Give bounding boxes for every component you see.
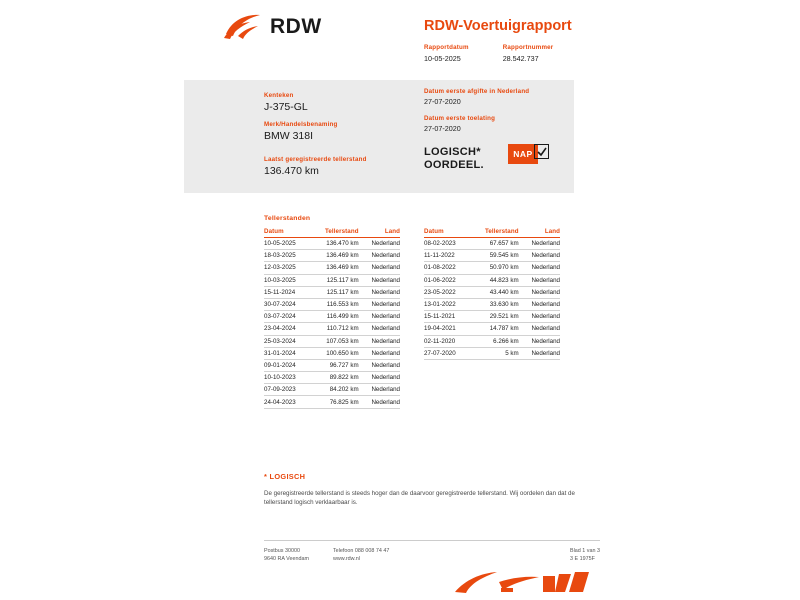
cell-datum: 19-04-2021 bbox=[424, 323, 470, 335]
footer-address-line-2: 9640 RA Veendam bbox=[264, 556, 309, 562]
meta-rapportdatum bbox=[424, 44, 469, 63]
rdw-footer-graphic-icon bbox=[455, 570, 595, 594]
cell-tellerstand: 89.822 km bbox=[310, 372, 359, 384]
footer-pagination bbox=[570, 547, 600, 563]
cell-tellerstand: 50.970 km bbox=[470, 262, 519, 274]
table-row bbox=[264, 274, 400, 286]
cell-land: Nederland bbox=[359, 262, 400, 274]
cell-datum: 31-01-2024 bbox=[264, 347, 310, 359]
table-row bbox=[424, 286, 560, 298]
cell-land: Nederland bbox=[359, 384, 400, 396]
table-row bbox=[264, 262, 400, 274]
cell-tellerstand: 59.545 km bbox=[470, 250, 519, 262]
cell-land: Nederland bbox=[359, 396, 400, 408]
tellerstanden-table-right bbox=[424, 228, 560, 360]
cell-tellerstand: 136.469 km bbox=[310, 250, 359, 262]
cell-datum: 08-02-2023 bbox=[424, 238, 470, 250]
cell-land: Nederland bbox=[519, 347, 560, 359]
table-row bbox=[264, 335, 400, 347]
cell-tellerstand: 136.470 km bbox=[310, 238, 359, 250]
cell-datum: 23-05-2022 bbox=[424, 286, 470, 298]
cell-tellerstand: 100.650 km bbox=[310, 347, 359, 359]
cell-land: Nederland bbox=[359, 238, 400, 250]
table-row bbox=[424, 311, 560, 323]
cell-datum: 30-07-2024 bbox=[264, 298, 310, 310]
section-title-tellerstanden: Tellerstanden bbox=[264, 215, 311, 222]
cell-tellerstand: 125.117 km bbox=[310, 286, 359, 298]
table-row bbox=[264, 384, 400, 396]
table-row bbox=[424, 335, 560, 347]
cell-tellerstand: 136.469 km bbox=[310, 262, 359, 274]
table-row bbox=[264, 298, 400, 310]
table-row bbox=[264, 347, 400, 359]
cell-datum: 12-03-2025 bbox=[264, 262, 310, 274]
table-row bbox=[264, 238, 400, 250]
table-row bbox=[264, 323, 400, 335]
cell-land: Nederland bbox=[519, 286, 560, 298]
cell-land: Nederland bbox=[519, 274, 560, 286]
meta-rapportdatum-label: Rapportdatum bbox=[424, 44, 469, 51]
cell-land: Nederland bbox=[359, 298, 400, 310]
eerste-afgifte-value: 27-07-2020 bbox=[424, 97, 461, 106]
cell-tellerstand: 116.553 km bbox=[310, 298, 359, 310]
kenteken-label: Kenteken bbox=[264, 92, 294, 99]
rdw-swoosh-logo-icon bbox=[224, 14, 262, 40]
cell-land: Nederland bbox=[359, 274, 400, 286]
cell-tellerstand: 110.712 km bbox=[310, 323, 359, 335]
footer-phone: Telefoon 088 008 74 47 bbox=[332, 548, 390, 554]
laatste-tellerstand-value: 136.470 km bbox=[264, 165, 319, 177]
cell-land: Nederland bbox=[519, 311, 560, 323]
footnote-text: De geregistreerde tellerstand is steeds hoger dan de daarvoor geregistreerde tellerstand. Wij oordelen dan dat de tellerstand logisch verklaarbaar is. bbox=[264, 490, 575, 506]
cell-datum: 25-03-2024 bbox=[264, 335, 310, 347]
table-row bbox=[264, 396, 400, 408]
footer-form-code: 3 E 1975F bbox=[570, 556, 595, 562]
table-row bbox=[264, 286, 400, 298]
cell-tellerstand: 96.727 km bbox=[310, 359, 359, 371]
cell-tellerstand: 67.657 km bbox=[470, 238, 519, 250]
cell-datum: 23-04-2024 bbox=[264, 323, 310, 335]
cell-tellerstand: 44.823 km bbox=[470, 274, 519, 286]
verdict-line-2: OORDEEL. bbox=[424, 159, 484, 171]
column-header-datum: Datum bbox=[264, 228, 310, 238]
table-header-row bbox=[264, 228, 400, 238]
column-header-datum: Datum bbox=[424, 228, 470, 238]
cell-tellerstand: 76.825 km bbox=[310, 396, 359, 408]
cell-tellerstand: 29.521 km bbox=[470, 311, 519, 323]
meta-rapportdatum-value: 10-05-2025 bbox=[424, 54, 461, 63]
cell-tellerstand: 5 km bbox=[470, 347, 519, 359]
cell-datum: 07-09-2023 bbox=[264, 384, 310, 396]
check-icon bbox=[534, 144, 549, 159]
cell-datum: 02-11-2020 bbox=[424, 335, 470, 347]
footer-address bbox=[264, 547, 309, 563]
merk-value: BMW 318I bbox=[264, 130, 314, 142]
cell-tellerstand: 84.202 km bbox=[310, 384, 359, 396]
table-row bbox=[424, 262, 560, 274]
cell-datum: 11-11-2022 bbox=[424, 250, 470, 262]
footer-website: www.rdw.nl bbox=[332, 556, 360, 562]
nap-badge: NAP bbox=[508, 144, 538, 164]
eerste-toelating-value: 27-07-2020 bbox=[424, 124, 461, 133]
laatste-tellerstand-label: Laatst geregistreerde tellerstand bbox=[264, 156, 367, 163]
cell-datum: 15-11-2021 bbox=[424, 311, 470, 323]
tellerstanden-table-left bbox=[264, 228, 400, 409]
table-row bbox=[424, 347, 560, 359]
cell-land: Nederland bbox=[359, 372, 400, 384]
document-footer bbox=[264, 540, 600, 563]
eerste-toelating-label: Datum eerste toelating bbox=[424, 115, 496, 122]
cell-datum: 15-11-2024 bbox=[264, 286, 310, 298]
table-row bbox=[264, 372, 400, 384]
cell-land: Nederland bbox=[359, 335, 400, 347]
verdict-text bbox=[424, 146, 484, 172]
cell-tellerstand: 107.053 km bbox=[310, 335, 359, 347]
table-row bbox=[264, 311, 400, 323]
table-header-row bbox=[424, 228, 560, 238]
cell-land: Nederland bbox=[519, 238, 560, 250]
cell-land: Nederland bbox=[519, 262, 560, 274]
document-header bbox=[0, 0, 800, 80]
table-row bbox=[424, 298, 560, 310]
cell-land: Nederland bbox=[359, 286, 400, 298]
table-row bbox=[264, 359, 400, 371]
cell-tellerstand: 116.499 km bbox=[310, 311, 359, 323]
meta-rapportnummer-label: Rapportnummer bbox=[502, 44, 554, 51]
meta-rapportnummer bbox=[503, 44, 554, 63]
column-header-tellerstand: Tellerstand bbox=[310, 228, 359, 238]
page-title: RDW-Voertuigrapport bbox=[424, 18, 572, 34]
table-row bbox=[424, 250, 560, 262]
cell-land: Nederland bbox=[359, 347, 400, 359]
cell-datum: 10-03-2025 bbox=[264, 274, 310, 286]
kenteken-value: J-375-GL bbox=[264, 101, 308, 113]
column-header-land: Land bbox=[359, 228, 400, 238]
meta-rapportnummer-value: 28.542.737 bbox=[502, 54, 539, 63]
cell-datum: 18-03-2025 bbox=[264, 250, 310, 262]
cell-datum: 03-07-2024 bbox=[264, 311, 310, 323]
column-header-tellerstand: Tellerstand bbox=[470, 228, 519, 238]
cell-land: Nederland bbox=[519, 335, 560, 347]
cell-datum: 24-04-2023 bbox=[264, 396, 310, 408]
cell-datum: 09-01-2024 bbox=[264, 359, 310, 371]
cell-land: Nederland bbox=[359, 311, 400, 323]
cell-tellerstand: 6.266 km bbox=[470, 335, 519, 347]
footer-address-line-1: Postbus 30000 bbox=[264, 548, 300, 554]
cell-datum: 01-06-2022 bbox=[424, 274, 470, 286]
cell-land: Nederland bbox=[519, 298, 560, 310]
cell-tellerstand: 33.630 km bbox=[470, 298, 519, 310]
table-row bbox=[264, 250, 400, 262]
report-meta bbox=[424, 44, 553, 63]
cell-land: Nederland bbox=[519, 250, 560, 262]
eerste-afgifte-label: Datum eerste afgifte in Nederland bbox=[424, 88, 530, 95]
cell-datum: 01-08-2022 bbox=[424, 262, 470, 274]
merk-label: Merk/Handelsbenaming bbox=[264, 121, 338, 128]
logo-text: RDW bbox=[270, 15, 322, 38]
cell-land: Nederland bbox=[359, 250, 400, 262]
table-row bbox=[424, 274, 560, 286]
cell-land: Nederland bbox=[519, 323, 560, 335]
table-row bbox=[424, 323, 560, 335]
rdw-logo bbox=[224, 14, 322, 40]
cell-tellerstand: 43.440 km bbox=[470, 286, 519, 298]
cell-datum: 10-10-2023 bbox=[264, 372, 310, 384]
footer-page-number: Blad 1 van 3 bbox=[570, 548, 600, 554]
column-header-land: Land bbox=[519, 228, 560, 238]
footer-contact bbox=[333, 547, 389, 563]
cell-land: Nederland bbox=[359, 359, 400, 371]
cell-datum: 27-07-2020 bbox=[424, 347, 470, 359]
cell-datum: 10-05-2025 bbox=[264, 238, 310, 250]
footnote-block bbox=[264, 472, 584, 507]
cell-tellerstand: 125.117 km bbox=[310, 274, 359, 286]
cell-land: Nederland bbox=[359, 323, 400, 335]
vehicle-dates-block bbox=[424, 88, 574, 142]
vehicle-identity-block bbox=[264, 92, 414, 185]
verdict-line-1: LOGISCH* bbox=[424, 146, 481, 158]
cell-datum: 13-01-2022 bbox=[424, 298, 470, 310]
footnote-title: * LOGISCH bbox=[264, 472, 306, 481]
cell-tellerstand: 14.787 km bbox=[470, 323, 519, 335]
table-row bbox=[424, 238, 560, 250]
